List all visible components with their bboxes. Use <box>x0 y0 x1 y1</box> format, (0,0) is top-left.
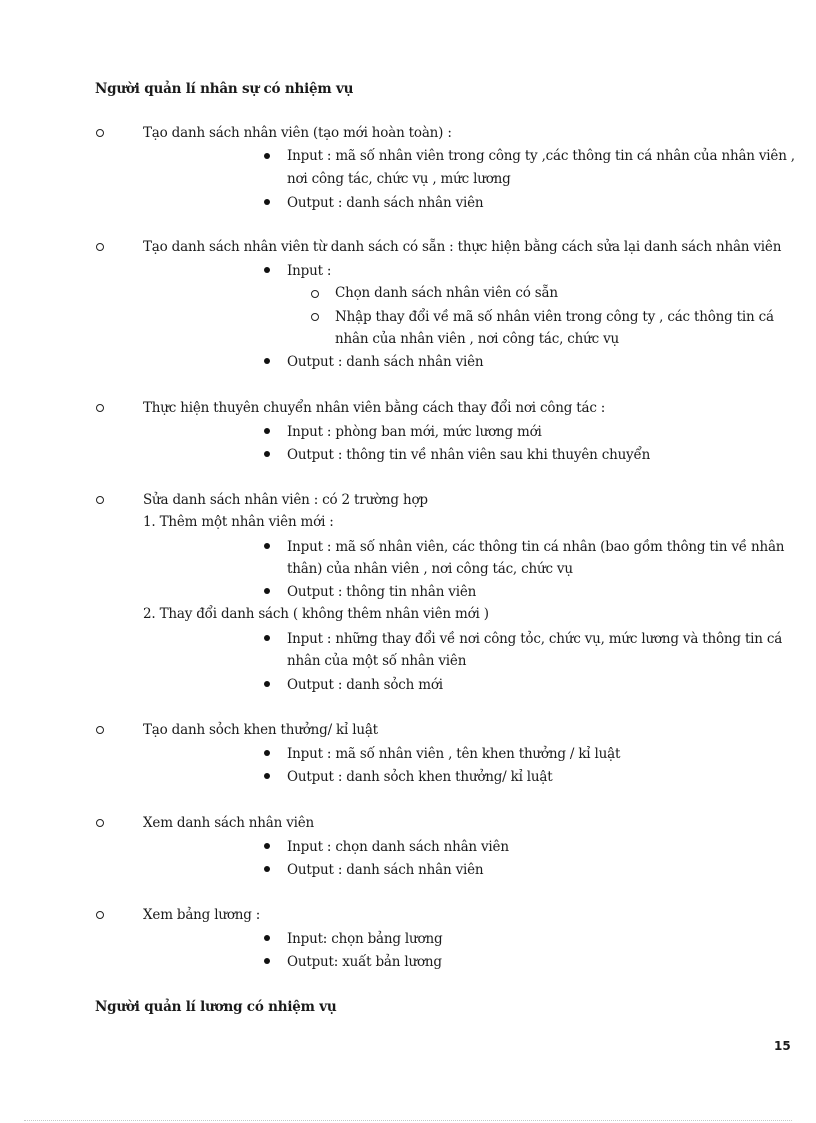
task-output: Output: xuất bản lương <box>287 954 442 970</box>
task-output: Output : danh sách nhân viên <box>287 354 484 370</box>
task-input: Input : <box>287 263 332 279</box>
footer-divider <box>24 1120 792 1121</box>
circle-subbullet-icon <box>311 290 319 298</box>
task-input-cont: nơi công tác, chức vụ , mức lương <box>287 171 511 187</box>
task-output: Output : thông tin nhân viên <box>287 584 477 600</box>
circle-bullet-icon <box>96 819 104 827</box>
task-output: Output : danh sỏch mới <box>287 677 443 693</box>
task-input: Input : mã số nhân viên , tên khen thưởng / kỉ luật <box>287 746 621 762</box>
task-subitem-cont: nhân của nhân viên , nơi công tác, chức vụ <box>335 331 620 347</box>
filled-bullet-icon <box>264 773 270 779</box>
task-subitem: Nhập thay đổi về mã số nhân viên trong công ty , các thông tin cá <box>335 309 774 325</box>
circle-subbullet-icon <box>311 313 319 321</box>
circle-bullet-icon <box>96 911 104 919</box>
task-subitem: Chọn danh sách nhân viên có sẵn <box>335 285 558 301</box>
task-input: Input : những thay đổi về nơi công tỏc, chức vụ, mức lương và thông tin cá <box>287 631 783 647</box>
filled-bullet-icon <box>264 358 270 364</box>
section-heading-hr: Người quản lí nhân sự có nhiệm vụ <box>95 81 354 97</box>
task-input-cont: nhân của một số nhân viên <box>287 653 467 669</box>
filled-bullet-icon <box>264 958 270 964</box>
task-input: Input : phòng ban mới, mức lương mới <box>287 424 542 440</box>
filled-bullet-icon <box>264 843 270 849</box>
circle-bullet-icon <box>96 496 104 504</box>
task-title: Tạo danh sách nhân viên từ danh sách có sẵn : thực hiện bằng cách sửa lại danh sách nhân viên <box>143 239 782 255</box>
filled-bullet-icon <box>264 935 270 941</box>
task-input: Input : mã số nhân viên trong công ty ,các thông tin cá nhân của nhân viên , <box>287 148 795 164</box>
filled-bullet-icon <box>264 153 270 159</box>
task-title: Tạo danh sỏch khen thưởng/ kỉ luật <box>143 722 378 738</box>
case-heading: 1. Thêm một nhân viên mới : <box>143 514 334 530</box>
circle-bullet-icon <box>96 404 104 412</box>
section-heading-payroll: Người quản lí lương có nhiệm vụ <box>95 999 337 1015</box>
task-output: Output : thông tin về nhân viên sau khi thuyên chuyển <box>287 447 651 463</box>
task-title: Thực hiện thuyên chuyển nhân viên bằng cách thay đổi nơi công tác : <box>143 400 606 416</box>
circle-bullet-icon <box>96 129 104 137</box>
page-number: 15 <box>774 1039 791 1053</box>
task-title: Xem bảng lương : <box>143 907 261 923</box>
task-title: Sửa danh sách nhân viên : có 2 trường hợp <box>143 492 428 508</box>
filled-bullet-icon <box>264 866 270 872</box>
task-output: Output : danh sách nhân viên <box>287 862 484 878</box>
filled-bullet-icon <box>264 588 270 594</box>
task-output: Output : danh sỏch khen thưởng/ kỉ luật <box>287 769 553 785</box>
case-heading: 2. Thay đổi danh sách ( không thêm nhân viên mới ) <box>143 606 489 622</box>
task-input: Input : chọn danh sách nhân viên <box>287 839 509 855</box>
task-input-cont: thân) của nhân viên , nơi công tác, chức vụ <box>287 561 573 577</box>
filled-bullet-icon <box>264 543 270 549</box>
circle-bullet-icon <box>96 726 104 734</box>
task-output: Output : danh sách nhân viên <box>287 195 484 211</box>
filled-bullet-icon <box>264 750 270 756</box>
filled-bullet-icon <box>264 428 270 434</box>
task-input: Input: chọn bảng lương <box>287 931 443 947</box>
task-input: Input : mã số nhân viên, các thông tin cá nhân (bao gồm thông tin về nhân <box>287 539 785 555</box>
filled-bullet-icon <box>264 199 270 205</box>
filled-bullet-icon <box>264 451 270 457</box>
task-title: Xem danh sách nhân viên <box>143 815 315 831</box>
filled-bullet-icon <box>264 635 270 641</box>
task-title: Tạo danh sách nhân viên (tạo mới hoàn toàn) : <box>143 125 452 141</box>
filled-bullet-icon <box>264 267 270 273</box>
filled-bullet-icon <box>264 681 270 687</box>
circle-bullet-icon <box>96 243 104 251</box>
